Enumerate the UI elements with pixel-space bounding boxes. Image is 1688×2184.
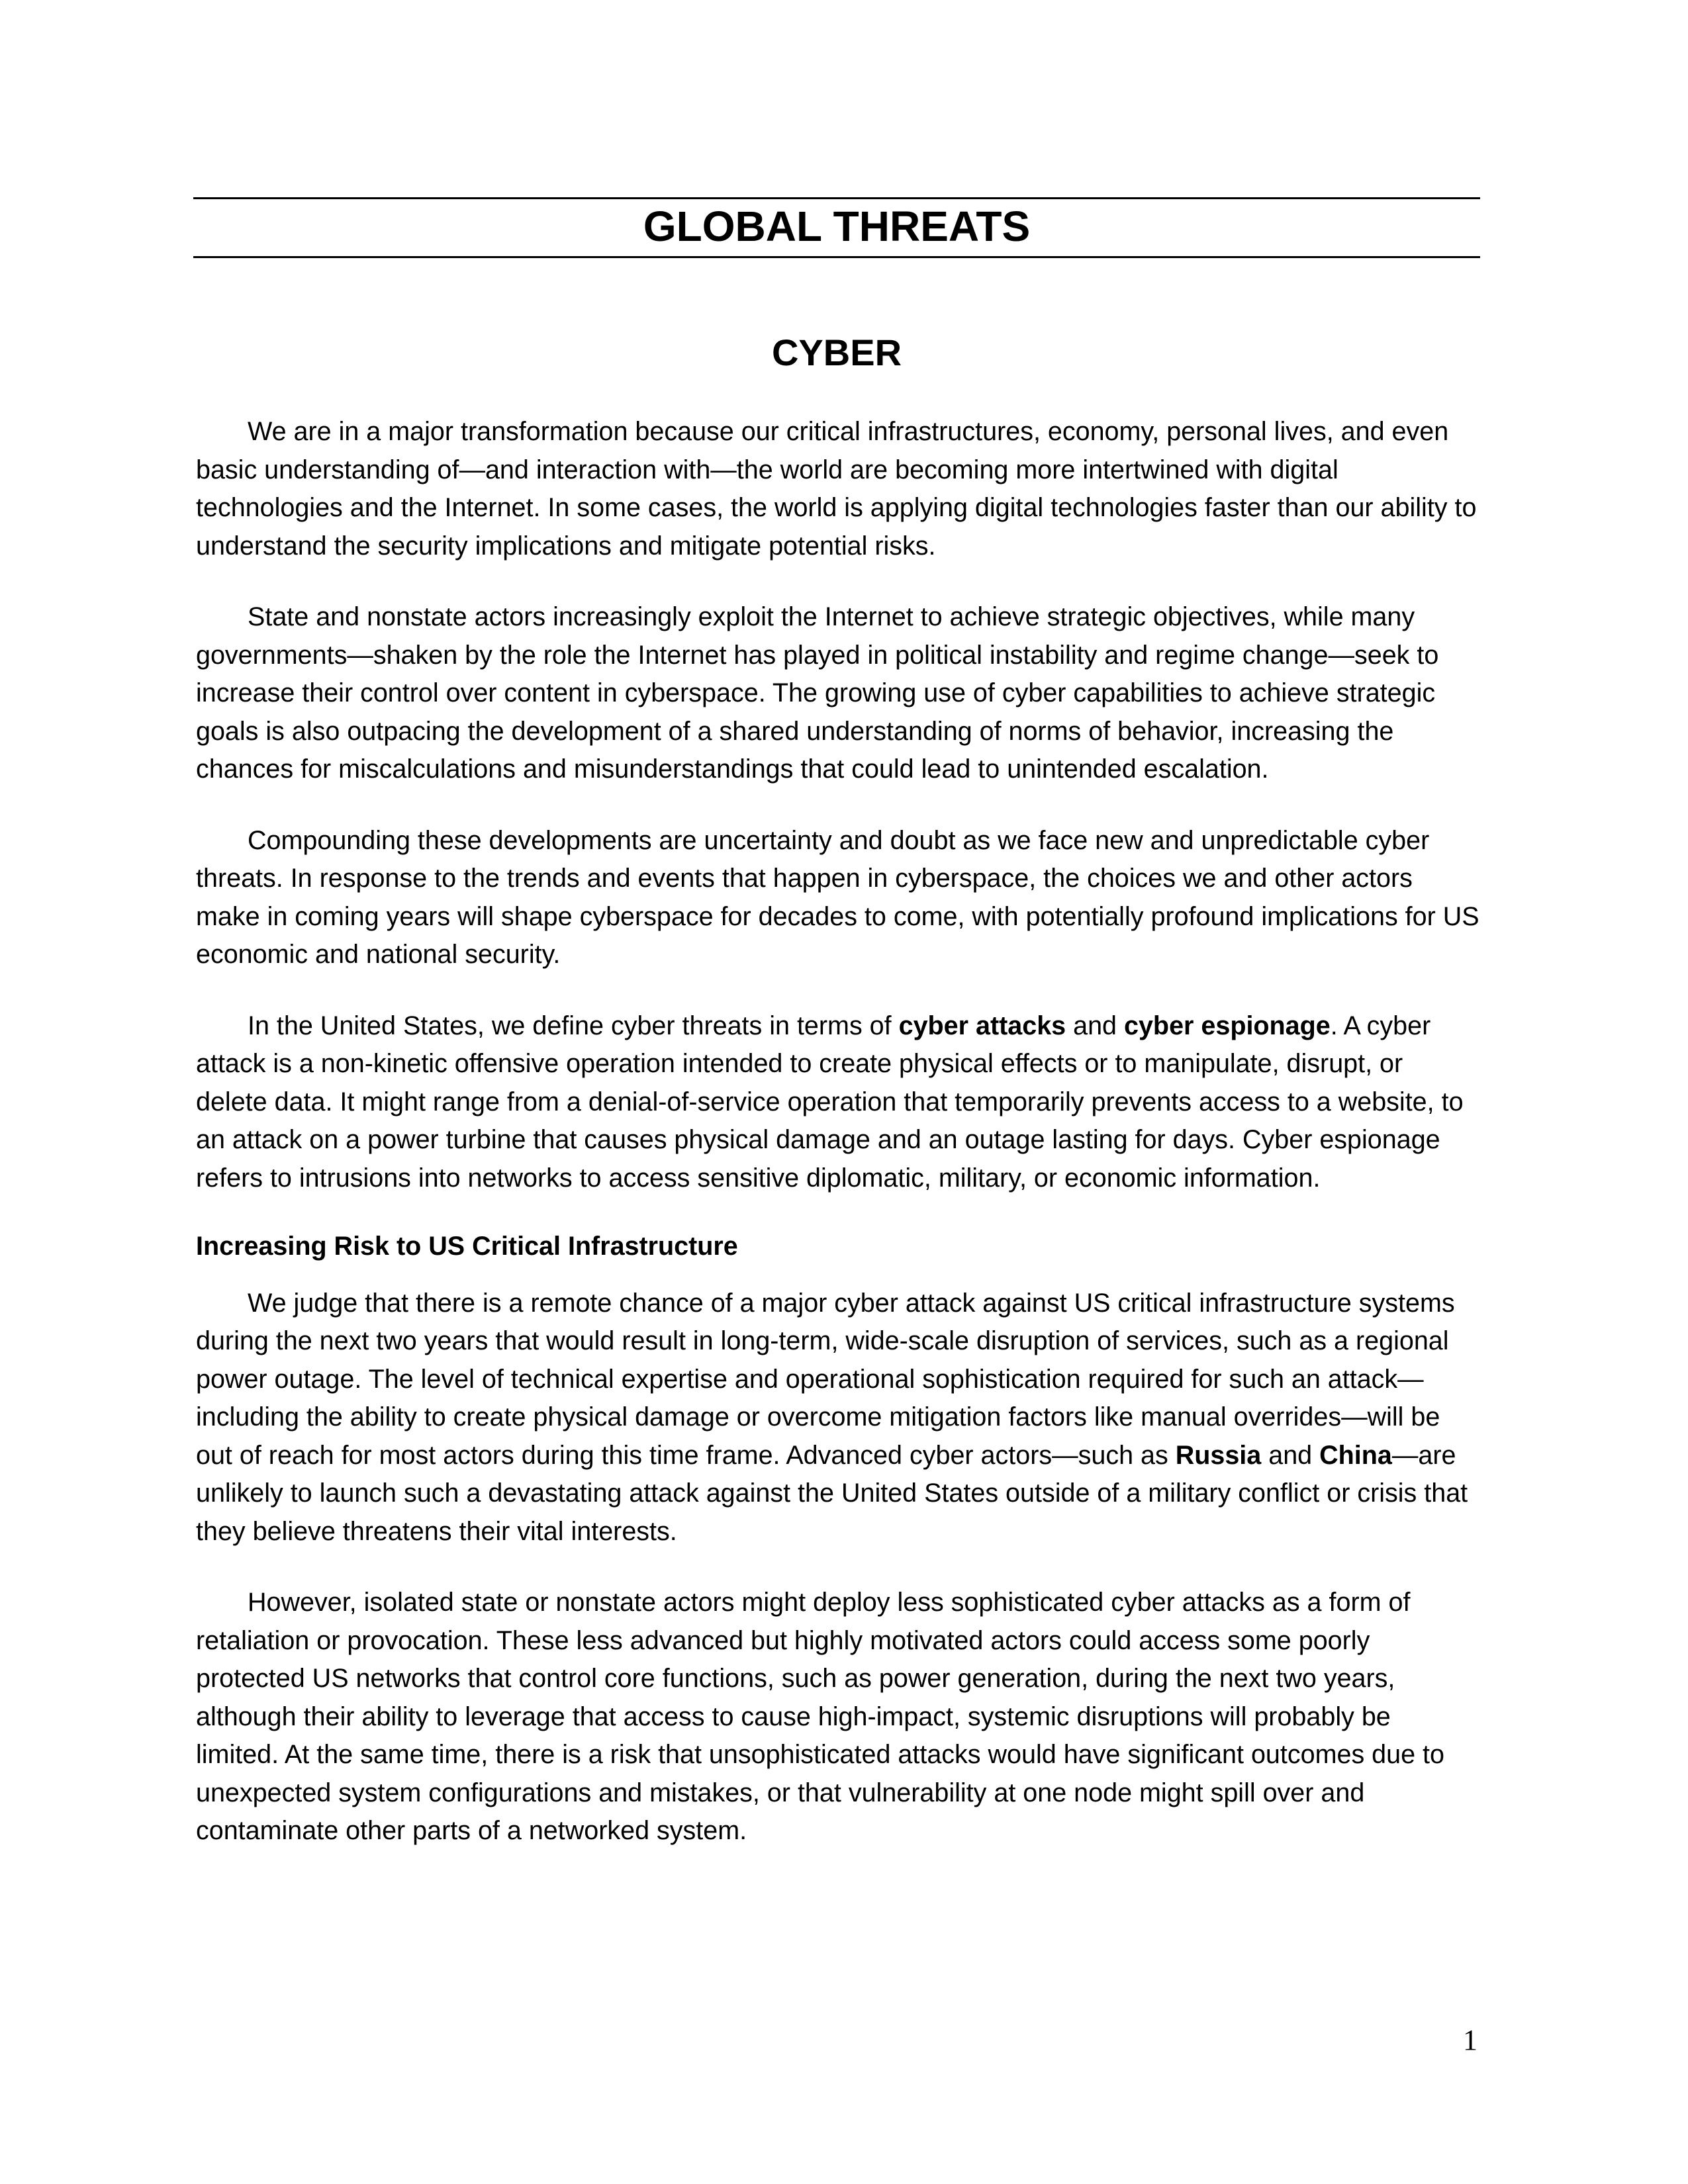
paragraph-compounding: Compounding these developments are uncertainty and doubt as we face new and unpredictable cyber threats. In response to the trends and events that happen in cyberspace, the choices we and other actors make in coming years will shape cyberspace for decades to come, with potentially profound implications for US economic and national security. [196,825,1479,969]
paragraph-remote-chance [196,1285,1480,1551]
paragraph-text: In the United States, we define cyber threats in terms of [248,1011,899,1040]
paragraph-state-actors: State and nonstate actors increasingly exploit the Internet to achieve strategic objectives, while many governments—shaken by the role the Internet has played in political instability and regime change—seek to increase their control over content in cyberspace. The growing use of cyber capabilities to achieve strategic goals is also outpacing the development of a shared understanding of norms of behavior, increasing the chances for miscalculations and misunderstandings that could lead to unintended escalation. [196,602,1439,784]
body-text [196,413,1480,1884]
title-bottom-rule [193,256,1480,258]
term-china: China [1319,1440,1392,1470]
subheading-critical-infrastructure: Increasing Risk to US Critical Infrastructure [196,1232,738,1261]
document-title: GLOBAL THREATS [643,203,1031,250]
term-cyber-espionage: cyber espionage [1124,1011,1331,1040]
paragraph-text: and [1066,1011,1124,1040]
paragraph-text: —are unlikely to launch such a devastating attack against the United States outside of a military conflict or crisis that they believe threatens their vital interests. [196,1440,1468,1546]
paragraph-definitions [196,1007,1480,1198]
paragraph-text: and [1261,1440,1320,1470]
paragraph-text: . A cyber attack is a non-kinetic offensive operation intended to create physical effects or to manipulate, disrupt, or delete data. It might range from a denial-of-service operation that temporarily prevents access to a website, to an attack on a power turbine that causes physical damage and an outage lasting for days. Cyber espionage refers to intrusions into networks to access sensitive diplomatic, military, or economic information. [196,1011,1464,1193]
paragraph-transformation: We are in a major transformation because our critical infrastructures, economy, personal lives, and even basic understanding of—and interaction with—the world are becoming more intertwined with digital technologies and the Internet. In some cases, the world is applying digital technologies faster than our ability to understand the security implications and mitigate potential risks. [196,417,1477,561]
term-russia: Russia [1175,1440,1262,1470]
paragraph-text: We judge that there is a remote chance of a major cyber attack against US critical infrastructure systems during the next two years that would result in long-term, wide-scale disruption of services, such as a regional power outage. The level of technical expertise and operational sophistication required for such an attack—including the ability to create physical damage or overcome mitigation factors like manual overrides—will be out of reach for most actors during this time frame. Advanced cyber actors—such as [196,1288,1455,1470]
page-number: 1 [1463,2024,1477,2056]
paragraph-isolated-actors: However, isolated state or nonstate actors might deploy less sophisticated cyber attacks as a form of retaliation or provocation. These less advanced but highly motivated actors could access some poorly protected US networks that control core functions, such as power generation, during the next two years, although their ability to leverage that access to cause high-impact, systemic disruptions will probably be limited. At the same time, there is a risk that unsophisticated attacks would have significant outcomes due to unexpected system configurations and mistakes, or that vulnerability at one node might spill over and contaminate other parts of a networked system. [196,1588,1444,1845]
term-cyber-attacks: cyber attacks [898,1011,1066,1040]
title-top-rule [193,197,1480,199]
section-heading: CYBER [771,332,902,373]
